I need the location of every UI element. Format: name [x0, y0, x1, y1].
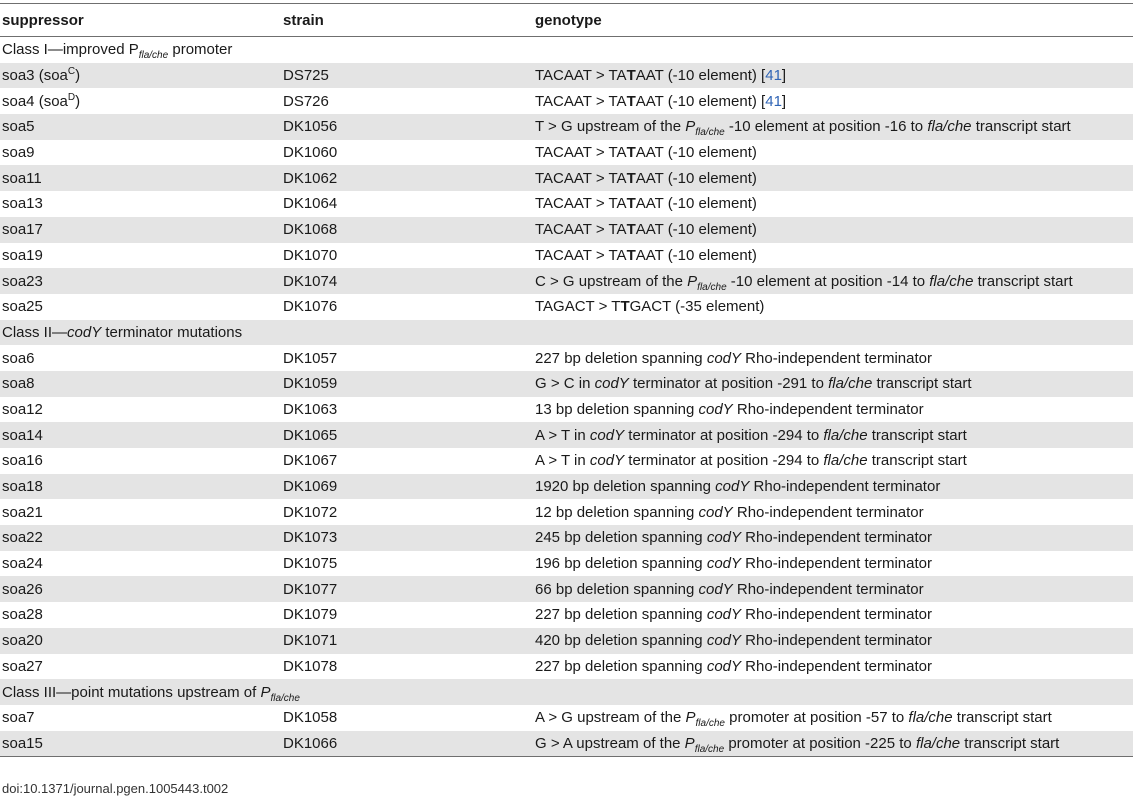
text-run: soa22 [2, 529, 43, 547]
strain-cell: DK1072 [283, 503, 338, 521]
suppressor-cell [0, 576, 281, 602]
strain-cell: DK1079 [283, 606, 338, 624]
suppressor-cell [0, 628, 281, 654]
text-run: promoter [168, 41, 233, 59]
table-row [0, 551, 1133, 577]
text-run: TACAAT > TA [535, 195, 627, 213]
text-run: soa23 [2, 272, 43, 290]
text-run: G > C in [535, 375, 595, 393]
bold-text: T [626, 246, 636, 264]
strain-cell: DS725 [281, 63, 533, 89]
superscript-text: C [67, 66, 76, 78]
genotype-cell [533, 63, 1133, 89]
italic-text: fla/che [823, 426, 868, 444]
section-title [0, 679, 1133, 705]
italic-text: codY [706, 606, 742, 624]
suppressor-cell [0, 217, 281, 243]
suppressor-cell [0, 140, 281, 166]
suppressor-cell [0, 654, 281, 680]
text-run: TAGACT > T [535, 298, 621, 316]
text-run: ] [781, 92, 787, 110]
subscript-text: fla/che [695, 127, 725, 139]
italic-text: codY [589, 452, 625, 470]
table-row [0, 294, 1133, 320]
text-run: 196 bp deletion spanning [535, 555, 707, 573]
genotype-cell [533, 474, 1133, 500]
text-run: transcript start [971, 118, 1071, 136]
strain-cell: DK1060 [283, 144, 338, 162]
table-row [0, 654, 1133, 680]
text-run: ) [75, 92, 81, 110]
table-row [0, 628, 1133, 654]
genotype-cell [533, 525, 1133, 551]
text-run: transcript start [960, 734, 1060, 752]
suppressor-cell [0, 114, 281, 140]
suppressor-cell [0, 191, 281, 217]
italic-text: codY [706, 555, 742, 573]
strain-cell: DK1074 [281, 268, 533, 294]
text-run: T > G upstream of the [535, 118, 686, 136]
table-row [0, 345, 1133, 371]
strain-cell: DK1064 [283, 195, 338, 213]
suppressor-cell [0, 243, 281, 269]
table-row [0, 114, 1133, 140]
genotype-cell [533, 191, 1133, 217]
italic-text: fla/che [823, 452, 868, 470]
strain-cell: DK1070 [283, 246, 338, 264]
table-row [0, 88, 1133, 114]
strain-cell: DK1056 [281, 114, 533, 140]
section-row [0, 320, 1133, 346]
text-run: A > G upstream of the [535, 709, 686, 727]
suppressor-cell [0, 551, 281, 577]
genotype-cell [533, 88, 1133, 114]
genotype-cell [533, 602, 1133, 628]
subscript-text: fla/che [694, 743, 725, 755]
suppressor-cell [0, 165, 281, 191]
italic-text: codY [706, 632, 742, 650]
table-row [0, 165, 1133, 191]
suppressor-cell [0, 525, 281, 551]
text-run: soa13 [2, 195, 43, 213]
italic-text: codY [698, 580, 733, 598]
strain-cell: DK1073 [281, 525, 533, 551]
text-run: soa7 [2, 709, 35, 727]
genotype-cell [533, 654, 1133, 680]
strain-cell: DK1069 [281, 474, 533, 500]
text-run: -10 element at position -16 to [724, 118, 928, 136]
bold-text: T [626, 92, 636, 110]
genotype-cell [533, 397, 1133, 423]
text-run: Class I—improved P [2, 41, 139, 59]
strain-cell: DK1065 [281, 422, 533, 448]
text-run: soa27 [2, 657, 43, 675]
bold-text: T [626, 144, 636, 162]
text-run: A > T in [535, 452, 590, 470]
italic-text: fla/che [927, 118, 972, 136]
text-run: TACAAT > TA [535, 92, 627, 110]
table-row [0, 397, 1133, 423]
text-run: ] [781, 67, 787, 85]
text-run: soa3 (soa [2, 67, 68, 85]
section-title [0, 37, 1133, 63]
suppressor-table [0, 3, 1133, 757]
table-row [0, 602, 1133, 628]
text-run: AAT (-10 element) [ [635, 92, 766, 110]
table-row [0, 576, 1133, 602]
table-row [0, 499, 1133, 525]
strain-cell: DK1066 [281, 731, 533, 757]
text-run: soa28 [2, 606, 43, 624]
text-run: GACT (-35 element) [629, 298, 765, 316]
strain-cell: DK1068 [281, 217, 533, 243]
text-run: transcript start [867, 426, 967, 444]
italic-text: P [684, 734, 695, 752]
text-run: Rho-independent terminator [732, 580, 924, 598]
text-run: Class III—point mutations upstream of [2, 683, 261, 701]
text-run: TACAAT > TA [535, 246, 627, 264]
citation-link[interactable]: 41 [765, 67, 782, 85]
italic-text: fla/che [915, 734, 961, 752]
text-run: terminator mutations [101, 323, 243, 341]
text-run: soa17 [2, 221, 43, 239]
text-run: AAT (-10 element) [ [635, 67, 766, 85]
table-row [0, 525, 1133, 551]
table-row [0, 63, 1133, 89]
text-run: soa21 [2, 503, 43, 521]
text-run: soa5 [2, 118, 35, 136]
text-run: Class II— [2, 323, 68, 341]
genotype-cell [533, 243, 1133, 269]
subscript-text: fla/che [270, 692, 300, 704]
suppressor-cell [0, 731, 281, 757]
table-row [0, 140, 1133, 166]
italic-text: P [685, 709, 696, 727]
suppressor-cell [0, 268, 281, 294]
text-run: AAT (-10 element) [635, 195, 757, 213]
genotype-cell [533, 551, 1133, 577]
text-run: AAT (-10 element) [635, 221, 757, 239]
italic-text: codY [706, 529, 742, 547]
strain-cell: DK1059 [281, 371, 533, 397]
text-run: terminator at position -291 to [628, 375, 829, 393]
subscript-text: fla/che [697, 281, 727, 293]
genotype-cell [533, 705, 1133, 731]
italic-text: codY [698, 503, 733, 521]
italic-text: P [260, 683, 271, 701]
text-run: terminator at position -294 to [624, 426, 824, 444]
text-run: soa15 [2, 734, 43, 752]
text-run: 12 bp deletion spanning [535, 503, 699, 521]
italic-text: fla/che [929, 272, 974, 290]
suppressor-cell [0, 448, 281, 474]
bold-text: T [620, 298, 630, 316]
suppressor-cell [0, 602, 281, 628]
strain-cell: DK1075 [283, 555, 338, 573]
table-row [0, 217, 1133, 243]
text-run: promoter at position -57 to [724, 709, 909, 727]
text-run: soa16 [2, 452, 43, 470]
suppressor-cell [0, 499, 281, 525]
genotype-cell [533, 294, 1133, 320]
table-row [0, 448, 1133, 474]
genotype-cell [533, 731, 1133, 757]
table-row [0, 705, 1133, 731]
suppressor-cell [0, 371, 281, 397]
text-run: 227 bp deletion spanning [535, 349, 707, 367]
strain-cell: DK1077 [281, 576, 533, 602]
table-row [0, 371, 1133, 397]
doi-footer: doi:10.1371/journal.pgen.1005443.t002 [2, 781, 229, 796]
text-run: Rho-independent terminator [741, 529, 932, 547]
genotype-cell [533, 114, 1133, 140]
text-run: A > T in [535, 426, 590, 444]
text-run: transcript start [872, 375, 972, 393]
table-body [0, 37, 1133, 757]
text-run: 245 bp deletion spanning [535, 529, 707, 547]
superscript-text: D [67, 91, 76, 103]
text-run: soa11 [2, 169, 42, 187]
header-genotype: genotype [533, 4, 1133, 37]
italic-text: P [685, 118, 696, 136]
suppressor-cell [0, 88, 281, 114]
italic-text: codY [589, 426, 625, 444]
header-strain: strain [281, 4, 533, 37]
genotype-cell [533, 576, 1133, 602]
suppressor-cell [0, 397, 281, 423]
text-run: Rho-independent terminator [741, 555, 932, 573]
citation-link[interactable]: 41 [765, 92, 782, 110]
text-run: C > G upstream of the [535, 272, 688, 290]
suppressor-cell [0, 705, 281, 731]
text-run: Rho-independent terminator [732, 503, 924, 521]
text-run: AAT (-10 element) [635, 169, 757, 187]
table-row [0, 268, 1133, 294]
italic-text: codY [706, 657, 742, 675]
text-run: soa26 [2, 580, 43, 598]
text-run: transcript start [952, 709, 1052, 727]
section-row [0, 679, 1133, 705]
bold-text: T [626, 221, 636, 239]
text-run: soa19 [2, 246, 43, 264]
bold-text: T [626, 67, 636, 85]
text-run: 420 bp deletion spanning [535, 632, 707, 650]
strain-cell: DK1057 [283, 349, 338, 367]
section-row [0, 37, 1133, 63]
italic-text: fla/che [908, 709, 953, 727]
suppressor-cell [0, 422, 281, 448]
text-run: Rho-independent terminator [732, 400, 924, 418]
text-run: Rho-independent terminator [741, 657, 932, 675]
suppressor-cell [0, 474, 281, 500]
table-header [0, 4, 1133, 37]
text-run: soa25 [2, 298, 43, 316]
genotype-cell [533, 217, 1133, 243]
text-run: transcript start [867, 452, 967, 470]
text-run: soa18 [2, 478, 43, 496]
italic-text: codY [67, 323, 102, 341]
suppressor-cell [0, 345, 281, 371]
text-run: 227 bp deletion spanning [535, 657, 707, 675]
strain-cell: DK1063 [283, 400, 338, 418]
genotype-cell [533, 345, 1133, 371]
italic-text: codY [706, 349, 742, 367]
italic-text: P [687, 272, 698, 290]
text-run: transcript start [973, 272, 1073, 290]
strain-cell: DK1062 [281, 165, 533, 191]
suppressor-cell [0, 63, 281, 89]
text-run: TACAAT > TA [535, 221, 627, 239]
subscript-text: fla/che [138, 50, 169, 62]
table-row [0, 243, 1133, 269]
strain-cell: DK1076 [283, 298, 338, 316]
genotype-cell [533, 628, 1133, 654]
text-run: Rho-independent terminator [741, 606, 932, 624]
table-row [0, 474, 1133, 500]
header-row [0, 4, 1133, 37]
text-run: soa20 [2, 632, 43, 650]
genotype-cell [533, 448, 1133, 474]
text-run: soa6 [2, 349, 35, 367]
text-run: ) [75, 67, 81, 85]
text-run: Rho-independent terminator [741, 349, 932, 367]
italic-text: fla/che [828, 375, 873, 393]
text-run: TACAAT > TA [535, 67, 627, 85]
strain-cell: DS726 [283, 92, 329, 110]
table-row [0, 731, 1133, 757]
genotype-cell [533, 165, 1133, 191]
subscript-text: fla/che [695, 718, 725, 730]
italic-text: codY [698, 400, 733, 418]
text-run: 13 bp deletion spanning [535, 400, 699, 418]
text-run: -10 element at position -14 to [726, 272, 930, 290]
italic-text: codY [594, 375, 629, 393]
text-run: soa24 [2, 555, 43, 573]
text-run: AAT (-10 element) [635, 144, 757, 162]
suppressor-cell [0, 294, 281, 320]
genotype-cell [533, 499, 1133, 525]
italic-text: codY [715, 478, 750, 496]
text-run: Rho-independent terminator [749, 478, 941, 496]
text-run: terminator at position -294 to [624, 452, 824, 470]
bold-text: T [626, 195, 636, 213]
genotype-cell [533, 140, 1133, 166]
text-run: soa12 [2, 400, 43, 418]
text-run: soa8 [2, 375, 35, 393]
text-run: G > A upstream of the [535, 734, 685, 752]
text-run: 1920 bp deletion spanning [535, 478, 716, 496]
genotype-cell [533, 371, 1133, 397]
strain-cell: DK1067 [283, 452, 338, 470]
text-run: Rho-independent terminator [741, 632, 932, 650]
header-suppressor: suppressor [0, 4, 281, 37]
text-run: soa14 [2, 426, 43, 444]
text-run: promoter at position -225 to [724, 734, 916, 752]
text-run: TACAAT > TA [535, 169, 627, 187]
text-run: AAT (-10 element) [635, 246, 757, 264]
text-run: soa4 (soa [2, 92, 68, 110]
table-row [0, 191, 1133, 217]
text-run: soa9 [2, 144, 35, 162]
genotype-cell [533, 268, 1133, 294]
strain-cell: DK1071 [281, 628, 533, 654]
strain-cell: DK1078 [283, 657, 338, 675]
section-title [0, 320, 1133, 346]
strain-cell: DK1058 [283, 709, 338, 727]
text-run: 227 bp deletion spanning [535, 606, 707, 624]
bold-text: T [626, 169, 636, 187]
genotype-cell [533, 422, 1133, 448]
text-run: TACAAT > TA [535, 144, 627, 162]
table-row [0, 422, 1133, 448]
text-run: 66 bp deletion spanning [535, 580, 699, 598]
